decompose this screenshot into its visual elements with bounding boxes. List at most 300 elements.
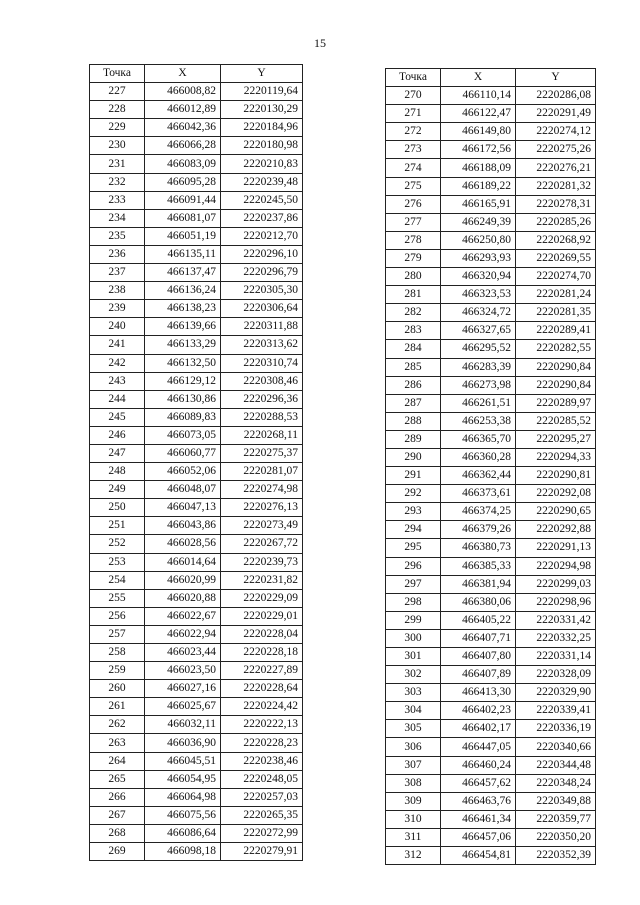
cell-point: 238 <box>90 282 145 300</box>
cell-x: 466036,90 <box>145 734 221 752</box>
cell-x: 466149,80 <box>441 123 516 141</box>
cell-point: 306 <box>386 738 441 756</box>
cell-x: 466054,95 <box>145 770 221 788</box>
cell-y: 2220281,07 <box>221 463 303 481</box>
cell-x: 466032,11 <box>145 716 221 734</box>
cell-x: 466130,86 <box>145 390 221 408</box>
table-row <box>386 521 596 539</box>
cell-x: 466136,24 <box>145 282 221 300</box>
cell-y: 2220257,03 <box>221 788 303 806</box>
cell-y: 2220228,64 <box>221 680 303 698</box>
cell-y: 2220329,90 <box>516 684 596 702</box>
cell-y: 2220332,25 <box>516 629 596 647</box>
cell-x: 466360,28 <box>441 448 516 466</box>
cell-y: 2220291,49 <box>516 105 596 123</box>
table-row <box>90 662 303 680</box>
table-row <box>386 720 596 738</box>
cell-x: 466165,91 <box>441 195 516 213</box>
cell-point: 298 <box>386 593 441 611</box>
table-row <box>90 390 303 408</box>
cell-x: 466295,52 <box>441 340 516 358</box>
table-row <box>90 408 303 426</box>
cell-x: 466385,33 <box>441 557 516 575</box>
cell-point: 261 <box>90 698 145 716</box>
table-row <box>90 680 303 698</box>
cell-point: 257 <box>90 625 145 643</box>
cell-y: 2220268,11 <box>221 426 303 444</box>
cell-y: 2220340,66 <box>516 738 596 756</box>
table-row <box>386 539 596 557</box>
cell-x: 466110,14 <box>441 87 516 105</box>
table-row <box>386 412 596 430</box>
table-row <box>386 268 596 286</box>
table-row <box>90 843 303 861</box>
cell-y: 2220350,20 <box>516 828 596 846</box>
cell-point: 247 <box>90 444 145 462</box>
cell-point: 248 <box>90 463 145 481</box>
table-row <box>386 358 596 376</box>
table-row <box>90 155 303 173</box>
cell-y: 2220279,91 <box>221 843 303 861</box>
cell-x: 466457,62 <box>441 774 516 792</box>
cell-point: 229 <box>90 119 145 137</box>
cell-x: 466075,56 <box>145 806 221 824</box>
cell-y: 2220289,41 <box>516 322 596 340</box>
cell-y: 2220224,42 <box>221 698 303 716</box>
cell-x: 466381,94 <box>441 575 516 593</box>
cell-point: 246 <box>90 426 145 444</box>
cell-x: 466407,89 <box>441 666 516 684</box>
table-row <box>386 792 596 810</box>
cell-x: 466051,19 <box>145 227 221 245</box>
cell-point: 231 <box>90 155 145 173</box>
table-row <box>90 571 303 589</box>
table-row <box>90 101 303 119</box>
cell-x: 466283,39 <box>441 358 516 376</box>
table-row <box>386 231 596 249</box>
cell-point: 252 <box>90 535 145 553</box>
table-row <box>90 227 303 245</box>
table-row <box>386 394 596 412</box>
cell-y: 2220238,46 <box>221 752 303 770</box>
cell-y: 2220313,62 <box>221 336 303 354</box>
cell-x: 466189,22 <box>441 177 516 195</box>
cell-y: 2220248,05 <box>221 770 303 788</box>
cell-y: 2220274,12 <box>516 123 596 141</box>
table-row <box>386 105 596 123</box>
cell-point: 237 <box>90 264 145 282</box>
header-x: X <box>145 65 221 83</box>
cell-y: 2220268,92 <box>516 231 596 249</box>
cell-x: 466365,70 <box>441 430 516 448</box>
table-row <box>90 625 303 643</box>
cell-point: 269 <box>90 843 145 861</box>
table-row <box>90 607 303 625</box>
cell-point: 232 <box>90 173 145 191</box>
cell-x: 466139,66 <box>145 318 221 336</box>
cell-x: 466253,38 <box>441 412 516 430</box>
cell-y: 2220349,88 <box>516 792 596 810</box>
cell-point: 283 <box>386 322 441 340</box>
header-y: Y <box>221 65 303 83</box>
cell-point: 281 <box>386 286 441 304</box>
cell-x: 466374,25 <box>441 503 516 521</box>
cell-y: 2220336,19 <box>516 720 596 738</box>
table-row <box>90 806 303 824</box>
cell-x: 466380,06 <box>441 593 516 611</box>
cell-y: 2220298,96 <box>516 593 596 611</box>
table-row <box>90 716 303 734</box>
page-number: 15 <box>314 36 326 50</box>
table-row <box>386 467 596 485</box>
cell-point: 264 <box>90 752 145 770</box>
cell-point: 302 <box>386 666 441 684</box>
header-x: X <box>441 69 516 87</box>
cell-x: 466373,61 <box>441 485 516 503</box>
table-row <box>386 756 596 774</box>
cell-point: 260 <box>90 680 145 698</box>
cell-point: 282 <box>386 304 441 322</box>
cell-point: 262 <box>90 716 145 734</box>
cell-y: 2220119,64 <box>221 83 303 101</box>
table-row <box>90 481 303 499</box>
cell-y: 2220299,03 <box>516 575 596 593</box>
table-row <box>386 340 596 358</box>
cell-x: 466447,05 <box>441 738 516 756</box>
cell-y: 2220292,08 <box>516 485 596 503</box>
cell-y: 2220237,86 <box>221 209 303 227</box>
cell-x: 466454,81 <box>441 847 516 865</box>
cell-point: 293 <box>386 503 441 521</box>
cell-point: 227 <box>90 83 145 101</box>
cell-x: 466020,99 <box>145 571 221 589</box>
cell-x: 466083,09 <box>145 155 221 173</box>
table-row <box>90 770 303 788</box>
table-row <box>386 666 596 684</box>
cell-point: 256 <box>90 607 145 625</box>
cell-point: 304 <box>386 702 441 720</box>
cell-x: 466064,98 <box>145 788 221 806</box>
cell-y: 2220291,13 <box>516 539 596 557</box>
cell-point: 287 <box>386 394 441 412</box>
cell-y: 2220180,98 <box>221 137 303 155</box>
cell-x: 466020,88 <box>145 589 221 607</box>
cell-y: 2220245,50 <box>221 191 303 209</box>
cell-x: 466461,34 <box>441 810 516 828</box>
cell-point: 289 <box>386 430 441 448</box>
cell-x: 466138,23 <box>145 300 221 318</box>
table-row <box>90 137 303 155</box>
cell-point: 266 <box>90 788 145 806</box>
cell-point: 244 <box>90 390 145 408</box>
cell-x: 466073,05 <box>145 426 221 444</box>
cell-x: 466327,65 <box>441 322 516 340</box>
table-row <box>90 824 303 842</box>
cell-point: 311 <box>386 828 441 846</box>
table-row <box>386 629 596 647</box>
table-row <box>90 372 303 390</box>
table-row <box>90 191 303 209</box>
cell-y: 2220311,88 <box>221 318 303 336</box>
cell-x: 466008,82 <box>145 83 221 101</box>
cell-y: 2220290,65 <box>516 503 596 521</box>
cell-point: 255 <box>90 589 145 607</box>
cell-y: 2220290,84 <box>516 358 596 376</box>
table-row <box>386 286 596 304</box>
cell-point: 292 <box>386 485 441 503</box>
cell-point: 294 <box>386 521 441 539</box>
cell-point: 285 <box>386 358 441 376</box>
cell-point: 277 <box>386 213 441 231</box>
cell-point: 236 <box>90 245 145 263</box>
cell-point: 275 <box>386 177 441 195</box>
cell-x: 466457,06 <box>441 828 516 846</box>
table-row <box>386 702 596 720</box>
cell-point: 254 <box>90 571 145 589</box>
cell-point: 270 <box>386 87 441 105</box>
table-row <box>386 195 596 213</box>
table-row <box>90 173 303 191</box>
cell-y: 2220267,72 <box>221 535 303 553</box>
table-row <box>386 304 596 322</box>
cell-y: 2220290,84 <box>516 376 596 394</box>
cell-y: 2220281,24 <box>516 286 596 304</box>
table-row <box>90 517 303 535</box>
cell-y: 2220229,09 <box>221 589 303 607</box>
cell-y: 2220281,32 <box>516 177 596 195</box>
table-row <box>90 444 303 462</box>
cell-x: 466324,72 <box>441 304 516 322</box>
cell-x: 466027,16 <box>145 680 221 698</box>
cell-x: 466413,30 <box>441 684 516 702</box>
cell-y: 2220359,77 <box>516 810 596 828</box>
cell-point: 301 <box>386 648 441 666</box>
cell-y: 2220130,29 <box>221 101 303 119</box>
cell-x: 466273,98 <box>441 376 516 394</box>
cell-point: 265 <box>90 770 145 788</box>
cell-point: 290 <box>386 448 441 466</box>
table-row <box>386 611 596 629</box>
table-row <box>90 264 303 282</box>
table-row <box>90 752 303 770</box>
cell-x: 466132,50 <box>145 354 221 372</box>
cell-y: 2220228,18 <box>221 644 303 662</box>
cell-y: 2220294,98 <box>516 557 596 575</box>
cell-x: 466362,44 <box>441 467 516 485</box>
cell-x: 466081,07 <box>145 209 221 227</box>
cell-y: 2220265,35 <box>221 806 303 824</box>
cell-y: 2220278,31 <box>516 195 596 213</box>
cell-x: 466086,64 <box>145 824 221 842</box>
cell-y: 2220275,37 <box>221 444 303 462</box>
cell-point: 312 <box>386 847 441 865</box>
cell-y: 2220344,48 <box>516 756 596 774</box>
cell-point: 234 <box>90 209 145 227</box>
cell-x: 466460,24 <box>441 756 516 774</box>
table-row <box>386 485 596 503</box>
table-row <box>90 209 303 227</box>
cell-x: 466250,80 <box>441 231 516 249</box>
cell-x: 466012,89 <box>145 101 221 119</box>
cell-y: 2220282,55 <box>516 340 596 358</box>
cell-y: 2220184,96 <box>221 119 303 137</box>
cell-y: 2220290,81 <box>516 467 596 485</box>
cell-x: 466172,56 <box>441 141 516 159</box>
cell-point: 279 <box>386 249 441 267</box>
cell-point: 297 <box>386 575 441 593</box>
header-point: Точка <box>386 69 441 87</box>
cell-point: 251 <box>90 517 145 535</box>
cell-y: 2220210,83 <box>221 155 303 173</box>
cell-point: 242 <box>90 354 145 372</box>
cell-point: 235 <box>90 227 145 245</box>
cell-point: 295 <box>386 539 441 557</box>
table-row <box>90 83 303 101</box>
cell-x: 466022,67 <box>145 607 221 625</box>
cell-y: 2220286,08 <box>516 87 596 105</box>
cell-x: 466048,07 <box>145 481 221 499</box>
cell-x: 466098,18 <box>145 843 221 861</box>
cell-y: 2220227,89 <box>221 662 303 680</box>
cell-y: 2220285,26 <box>516 213 596 231</box>
table-row <box>386 684 596 702</box>
cell-y: 2220222,13 <box>221 716 303 734</box>
cell-y: 2220289,97 <box>516 394 596 412</box>
header-y: Y <box>516 69 596 87</box>
cell-x: 466133,29 <box>145 336 221 354</box>
cell-point: 276 <box>386 195 441 213</box>
cell-y: 2220331,42 <box>516 611 596 629</box>
cell-point: 278 <box>386 231 441 249</box>
cell-point: 286 <box>386 376 441 394</box>
cell-y: 2220274,98 <box>221 481 303 499</box>
cell-x: 466042,36 <box>145 119 221 137</box>
cell-y: 2220228,04 <box>221 625 303 643</box>
cell-x: 466188,09 <box>441 159 516 177</box>
table-row <box>90 734 303 752</box>
cell-point: 307 <box>386 756 441 774</box>
cell-x: 466379,26 <box>441 521 516 539</box>
table-row <box>386 376 596 394</box>
cell-point: 258 <box>90 644 145 662</box>
table-row <box>386 159 596 177</box>
table-row <box>90 245 303 263</box>
cell-x: 466014,64 <box>145 553 221 571</box>
table-row <box>90 426 303 444</box>
header-point: Точка <box>90 65 145 83</box>
table-header-row <box>386 69 596 87</box>
cell-x: 466047,13 <box>145 499 221 517</box>
cell-x: 466043,86 <box>145 517 221 535</box>
table-row <box>90 698 303 716</box>
cell-y: 2220296,79 <box>221 264 303 282</box>
table-row <box>90 300 303 318</box>
coordinates-table-right <box>385 68 596 865</box>
cell-x: 466407,71 <box>441 629 516 647</box>
table-row <box>386 738 596 756</box>
cell-x: 466407,80 <box>441 648 516 666</box>
cell-y: 2220276,21 <box>516 159 596 177</box>
table-header-row <box>90 65 303 83</box>
cell-point: 267 <box>90 806 145 824</box>
cell-point: 280 <box>386 268 441 286</box>
cell-x: 466320,94 <box>441 268 516 286</box>
cell-y: 2220275,26 <box>516 141 596 159</box>
cell-point: 274 <box>386 159 441 177</box>
table-row <box>90 535 303 553</box>
cell-y: 2220339,41 <box>516 702 596 720</box>
cell-y: 2220269,55 <box>516 249 596 267</box>
cell-point: 284 <box>386 340 441 358</box>
table-row <box>90 119 303 137</box>
cell-y: 2220296,10 <box>221 245 303 263</box>
cell-point: 228 <box>90 101 145 119</box>
cell-x: 466261,51 <box>441 394 516 412</box>
table-row <box>386 575 596 593</box>
table-row <box>90 589 303 607</box>
cell-y: 2220272,99 <box>221 824 303 842</box>
table-row <box>386 249 596 267</box>
table-row <box>386 774 596 792</box>
cell-x: 466095,28 <box>145 173 221 191</box>
cell-y: 2220212,70 <box>221 227 303 245</box>
table-row <box>90 463 303 481</box>
cell-point: 309 <box>386 792 441 810</box>
cell-x: 466323,53 <box>441 286 516 304</box>
cell-x: 466402,23 <box>441 702 516 720</box>
cell-x: 466293,93 <box>441 249 516 267</box>
cell-x: 466025,67 <box>145 698 221 716</box>
cell-y: 2220294,33 <box>516 448 596 466</box>
cell-y: 2220328,09 <box>516 666 596 684</box>
cell-x: 466463,76 <box>441 792 516 810</box>
table-row <box>386 448 596 466</box>
cell-y: 2220228,23 <box>221 734 303 752</box>
cell-y: 2220305,30 <box>221 282 303 300</box>
cell-x: 466023,44 <box>145 644 221 662</box>
cell-point: 230 <box>90 137 145 155</box>
cell-y: 2220288,53 <box>221 408 303 426</box>
cell-point: 296 <box>386 557 441 575</box>
cell-x: 466122,47 <box>441 105 516 123</box>
table-row <box>386 177 596 195</box>
table-row <box>90 644 303 662</box>
cell-point: 249 <box>90 481 145 499</box>
coordinates-table-left <box>89 64 303 861</box>
cell-point: 303 <box>386 684 441 702</box>
table-row <box>90 788 303 806</box>
cell-x: 466402,17 <box>441 720 516 738</box>
table-row <box>386 87 596 105</box>
cell-point: 240 <box>90 318 145 336</box>
cell-point: 299 <box>386 611 441 629</box>
cell-y: 2220306,64 <box>221 300 303 318</box>
cell-y: 2220273,49 <box>221 517 303 535</box>
cell-y: 2220352,39 <box>516 847 596 865</box>
cell-x: 466137,47 <box>145 264 221 282</box>
table-row <box>386 213 596 231</box>
cell-point: 233 <box>90 191 145 209</box>
table-row <box>90 336 303 354</box>
cell-y: 2220276,13 <box>221 499 303 517</box>
table-row <box>386 322 596 340</box>
cell-point: 305 <box>386 720 441 738</box>
cell-y: 2220296,36 <box>221 390 303 408</box>
cell-y: 2220295,27 <box>516 430 596 448</box>
cell-x: 466380,73 <box>441 539 516 557</box>
cell-x: 466045,51 <box>145 752 221 770</box>
cell-y: 2220331,14 <box>516 648 596 666</box>
